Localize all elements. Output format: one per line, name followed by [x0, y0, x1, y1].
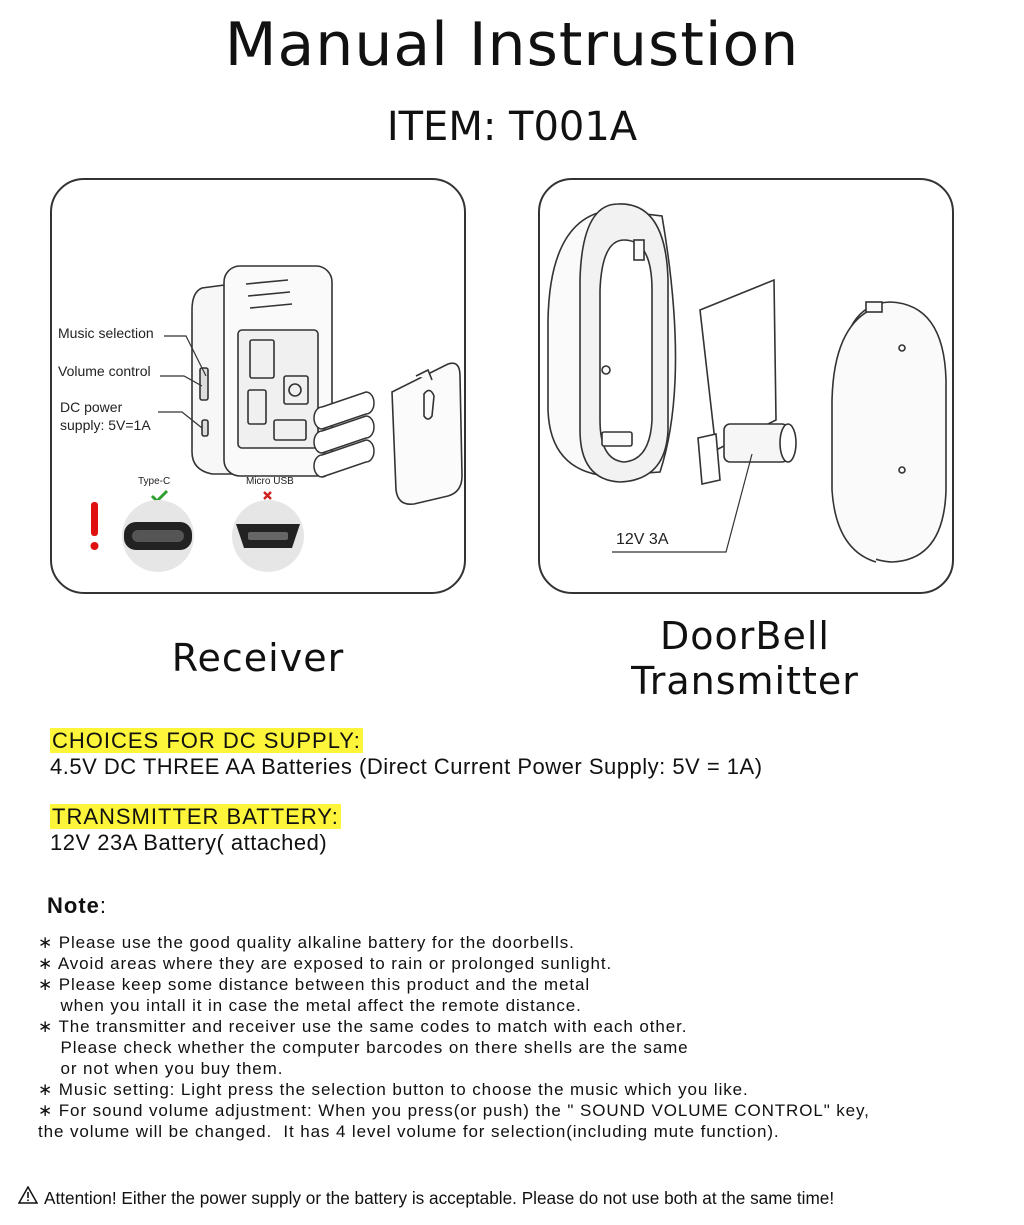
transmitter-diagram — [540, 180, 952, 592]
type-c-port-drawing — [122, 500, 194, 572]
check-icon — [152, 491, 167, 501]
note-line: ∗ Music setting: Light press the selection button to choose the music which you like. — [38, 1080, 749, 1099]
note-line: ∗ The transmitter and receiver use the same codes to match with each other. — [38, 1017, 688, 1036]
note-line: ∗ For sound volume adjustment: When you press(or push) the " SOUND VOLUME CONTROL" key, — [38, 1101, 870, 1120]
transmitter-battery-heading: TRANSMITTER BATTERY: — [52, 804, 339, 829]
receiver-illustration-panel — [50, 178, 466, 594]
note-heading: Note: — [47, 893, 108, 918]
note-line: ∗ Avoid areas where they are exposed to rain or prolonged sunlight. — [38, 954, 613, 973]
dc-supply-text: 4.5V DC THREE AA Batteries (Direct Current Power Supply: 5V = 1A) — [50, 754, 763, 779]
type-c-label: Type-C — [138, 476, 171, 487]
callout-dc-power: DC power — [60, 399, 123, 415]
warning-icon — [18, 1186, 38, 1209]
transmitter-label — [590, 614, 900, 704]
attention-text: Attention! Either the power supply or the battery is acceptable. Please do not use both at the same time! — [44, 1188, 835, 1208]
micro-usb-port-drawing — [232, 500, 304, 572]
page-title: Manual Instrustion — [224, 10, 800, 80]
dc-supply-section — [50, 728, 970, 780]
transmitter-label-line1: DoorBell — [660, 614, 830, 658]
receiver-diagram — [52, 180, 464, 592]
transmitter-label-line2: Transmitter — [631, 659, 859, 703]
callout-volume-control: Volume control — [58, 363, 151, 379]
transmitter-illustration-panel — [538, 178, 954, 594]
battery-cover-drawing — [392, 363, 462, 504]
transmitter-housing-drawing — [548, 204, 676, 482]
micro-usb-label: Micro USB — [246, 476, 294, 487]
cross-icon — [264, 492, 271, 499]
battery-callout: 12V 3A — [616, 531, 669, 548]
callout-music-selection: Music selection — [58, 325, 154, 341]
dc-supply-heading: CHOICES FOR DC SUPPLY: — [52, 728, 361, 753]
notes-list — [38, 932, 1018, 1142]
note-line: Please check whether the computer barcodes on there shells are the same — [38, 1038, 689, 1057]
note-line: when you intall it in case the metal affect the remote distance. — [38, 996, 582, 1015]
callout-dc-power-spec: supply: 5V=1A — [60, 417, 151, 433]
attention-banner — [18, 1186, 1018, 1209]
receiver-label: Receiver — [171, 636, 345, 680]
note-line: the volume will be changed. It has 4 level volume for selection(including mute function). — [38, 1122, 780, 1141]
transmitter-cover-drawing — [832, 302, 946, 562]
item-code: ITEM: T001A — [386, 104, 638, 150]
receiver-body-drawing — [192, 266, 332, 476]
note-line: ∗ Please keep some distance between this product and the metal — [38, 975, 591, 994]
note-line: ∗ Please use the good quality alkaline battery for the doorbells. — [38, 933, 575, 952]
circuit-board-drawing — [698, 280, 796, 484]
transmitter-battery-section — [50, 804, 970, 856]
exclamation-icon — [91, 502, 99, 550]
transmitter-battery-text: 12V 23A Battery( attached) — [50, 830, 328, 855]
note-line: or not when you buy them. — [38, 1059, 284, 1078]
